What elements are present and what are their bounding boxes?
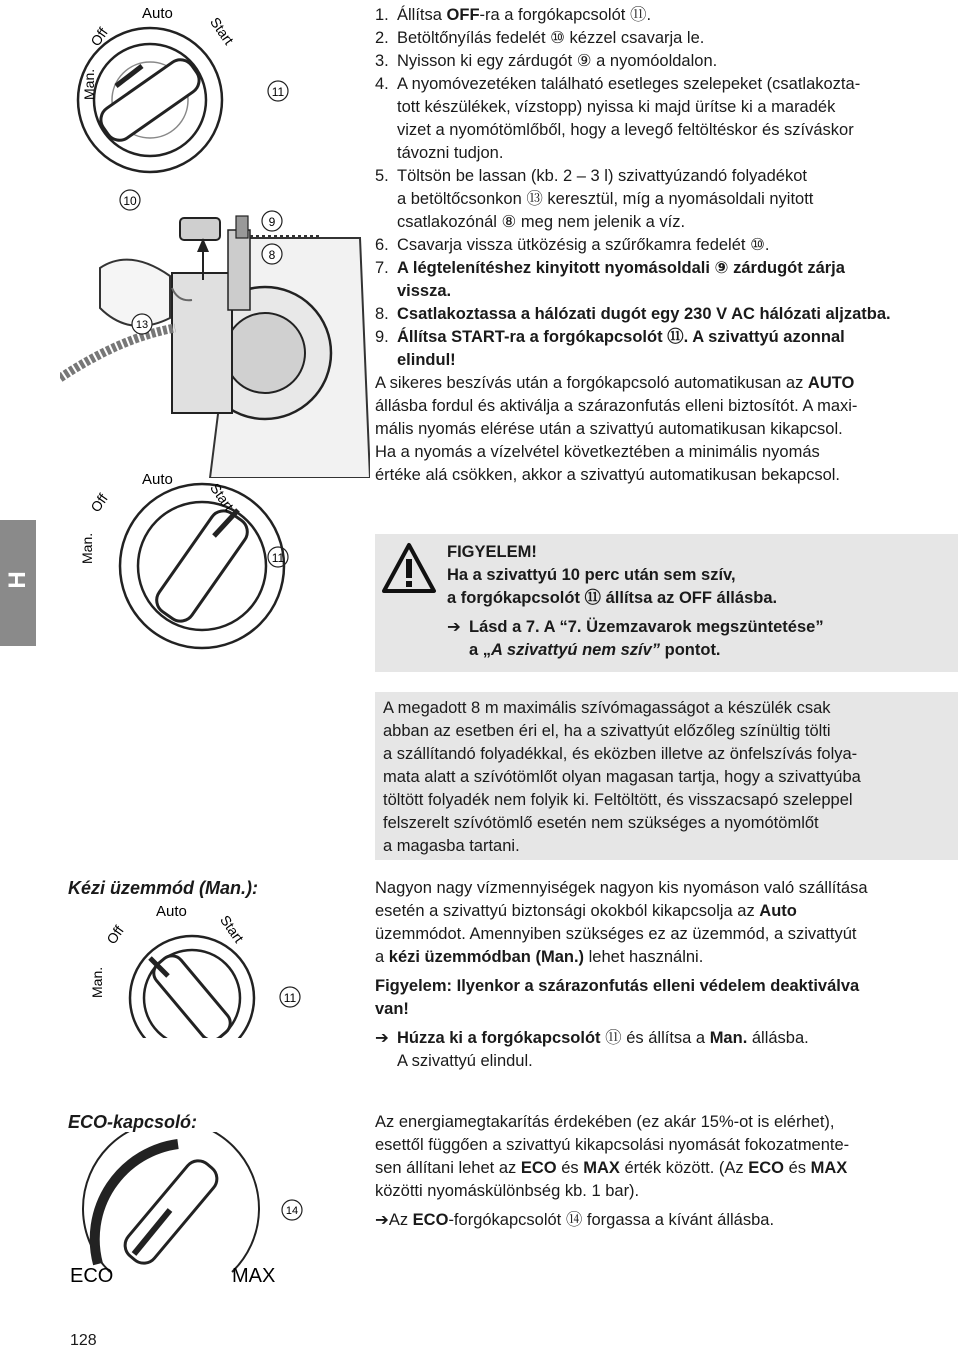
suction-hose	[60, 328, 175, 378]
callout-11: 11	[283, 991, 297, 1005]
steps-section	[375, 4, 960, 487]
filter-chamber	[172, 273, 232, 413]
step-5: 5. Töltsön be lassan (kb. 2 – 3 l) szivattyúzandó folyadékot a betöltőcsonkon ⑬ keresztül, míg a nyomásoldali nyitott csatlakozónál ⑧ meg nem jelenik a víz.	[375, 167, 814, 231]
step-1: 1. Állítsa OFF-ra a forgókapcsolót ⑪.	[375, 6, 652, 24]
warning-icon	[381, 542, 437, 594]
dial-label-auto: Auto	[156, 903, 187, 920]
step-3: 3. Nyisson ki egy zárdugót ⑨ a nyomóoldalon.	[375, 52, 718, 70]
dial-label-start: Start	[217, 912, 248, 946]
dial-label-man: Man.	[79, 532, 95, 564]
steps-list	[375, 4, 960, 372]
manual-section	[375, 877, 960, 1073]
step-9: 9. Állítsa START-ra a forgókapcsolót ⑪. A szivattyú azonnal elindul!	[375, 328, 845, 369]
warning-line-2: a forgókapcsolót ⑪ állítsa az OFF állásba.	[447, 589, 778, 607]
eco-section	[375, 1111, 960, 1232]
arrow-icon: ➔	[375, 1211, 389, 1229]
language-tab	[0, 520, 36, 646]
dial-knob	[151, 505, 253, 626]
manual-instruction: ➔ Húzza ki a forgókapcsolót ⑪ és állítsa a Man. állásba.	[375, 1027, 960, 1050]
callout-14: 14	[285, 1205, 299, 1217]
info-box: A megadott 8 m maximális szívómagasságot a készülék csak abban az esetben éri el, ha a szivattyút előzőleg színültig tölti a szállítandó folyadékkal, és eközben illetve az önfelszívás folya- mata alatt a szívótömlőt olyan magasan tartja, hogy a szivattyúba töltött folyadék nem folyik ki. Feltöltött, és visszacsapó szeleppel felszerelt szívótömlő esetén nem szükséges a nyomótömlőt a magasba tartani.	[375, 692, 958, 860]
dial-label-auto: Auto	[142, 5, 173, 22]
eco-dial-figure	[62, 1132, 322, 1292]
filter-cap	[180, 218, 220, 240]
dial-label-off: Off	[87, 24, 111, 49]
outlet-plug	[236, 216, 248, 238]
warning-title: FIGYELEM!	[447, 543, 537, 561]
auto-paragraph: A sikeres beszívás után a forgókapcsoló automatikusan az AUTO állásba fordul és aktiválja a szárazonfutás elleni biztosítót. A maxi- mális nyomás elérése után a szivattyú automatikusan kikapcsol. Ha a nyomás a vízelvétel következtében a minimális nyomás értéke alá csökken, akkor a szivattyú automatikusan bekapcsol.	[375, 374, 858, 484]
callout-10: 10	[123, 194, 137, 208]
dial-label-start: Start	[207, 14, 238, 48]
step-8: 8. Csatlakoztassa a hálózati dugót egy 230 V AC hálózati aljzatba.	[375, 305, 891, 323]
dial-manual-figure	[62, 898, 312, 1038]
manual-result: A szivattyú elindul.	[397, 1052, 533, 1070]
callout-11: 11	[271, 85, 285, 99]
callout-13: 13	[135, 319, 149, 331]
callout-8: 8	[268, 248, 276, 262]
dial-start-figure	[62, 466, 302, 656]
arrow-icon: ➔	[447, 618, 461, 636]
dial-label-off: Off	[103, 922, 127, 947]
dial-label-start: Start	[207, 480, 238, 514]
eco-caption: ECO-kapcsoló:	[68, 1112, 198, 1132]
callout-11: 11	[271, 551, 285, 565]
warning-line-1: Ha a szivattyú 10 perc után sem szív,	[447, 566, 736, 584]
dial-label-auto: Auto	[142, 471, 173, 488]
page-number: 128	[70, 1332, 97, 1349]
step-4: 4. A nyomóvezetéken található esetleges szelepeket (csatlakozta- tott készülékek, vízstopp) nyissa ki majd ürítse ki a maradék vizet a nyomótömlőből, hogy a levegő feltöltéskor és szíváskor távozni tudjon.	[375, 75, 861, 162]
dial-off-figure	[62, 0, 302, 190]
warning-see-2: a „A szivattyú nem szív” pontot.	[469, 641, 721, 659]
warning-see-1: ➔ Lásd a 7. A “7. Üzemzavarok megszüntetése”	[447, 616, 947, 639]
language-tab-label: H	[4, 571, 31, 589]
eco-label: ECO	[70, 1265, 114, 1287]
manual-warning: Figyelem: Ilyenkor a szárazonfutás elleni védelem deaktiválva van!	[375, 977, 860, 1018]
eco-instruction: ➔Az ECO-forgókapcsolót ⑭ forgassa a kívánt állásba.	[375, 1211, 775, 1229]
pump-figure	[60, 178, 370, 478]
dial-label-man: Man.	[81, 68, 97, 100]
callout-9: 9	[268, 215, 276, 229]
dial-label-man: Man.	[89, 966, 105, 998]
arrow-icon: ➔	[375, 1029, 389, 1047]
manual-paragraph-1: Nagyon nagy vízmennyiségek nagyon kis nyomáson való szállítása esetén a szivattyú biztonsági okokból kikapcsolja az Auto üzemmódot. Amennyiben szükséges ez az üzemmód, a szivattyút a kézi üzemmódban (Man.) lehet használni.	[375, 879, 868, 966]
dial-knob	[149, 951, 235, 1038]
pressure-outlet	[228, 230, 250, 310]
manual-caption: Kézi üzemmód (Man.):	[68, 878, 259, 898]
warning-box	[375, 534, 958, 672]
pump-impeller-housing	[225, 313, 305, 393]
max-label: MAX	[232, 1265, 276, 1287]
dial-label-off: Off	[87, 490, 111, 515]
step-6: 6. Csavarja vissza ütközésig a szűrőkamra fedelét ⑩.	[375, 236, 770, 254]
step-7: 7. A légtelenítéshez kinyitott nyomásoldali ⑨ zárdugót zárja vissza.	[375, 259, 845, 300]
step-2: 2. Betöltőnyílás fedelét ⑩ kézzel csavarja le.	[375, 29, 705, 47]
eco-paragraph: Az energiamegtakarítás érdekében (ez akár 15%-ot is elérhet), esettől függően a szivattyú kikapcsolási nyomását fokozatmente- sen állítani lehet az ECO és MAX érték között. (Az ECO és MAX közötti nyomáskülönbség kb. 1 bar).	[375, 1113, 850, 1200]
